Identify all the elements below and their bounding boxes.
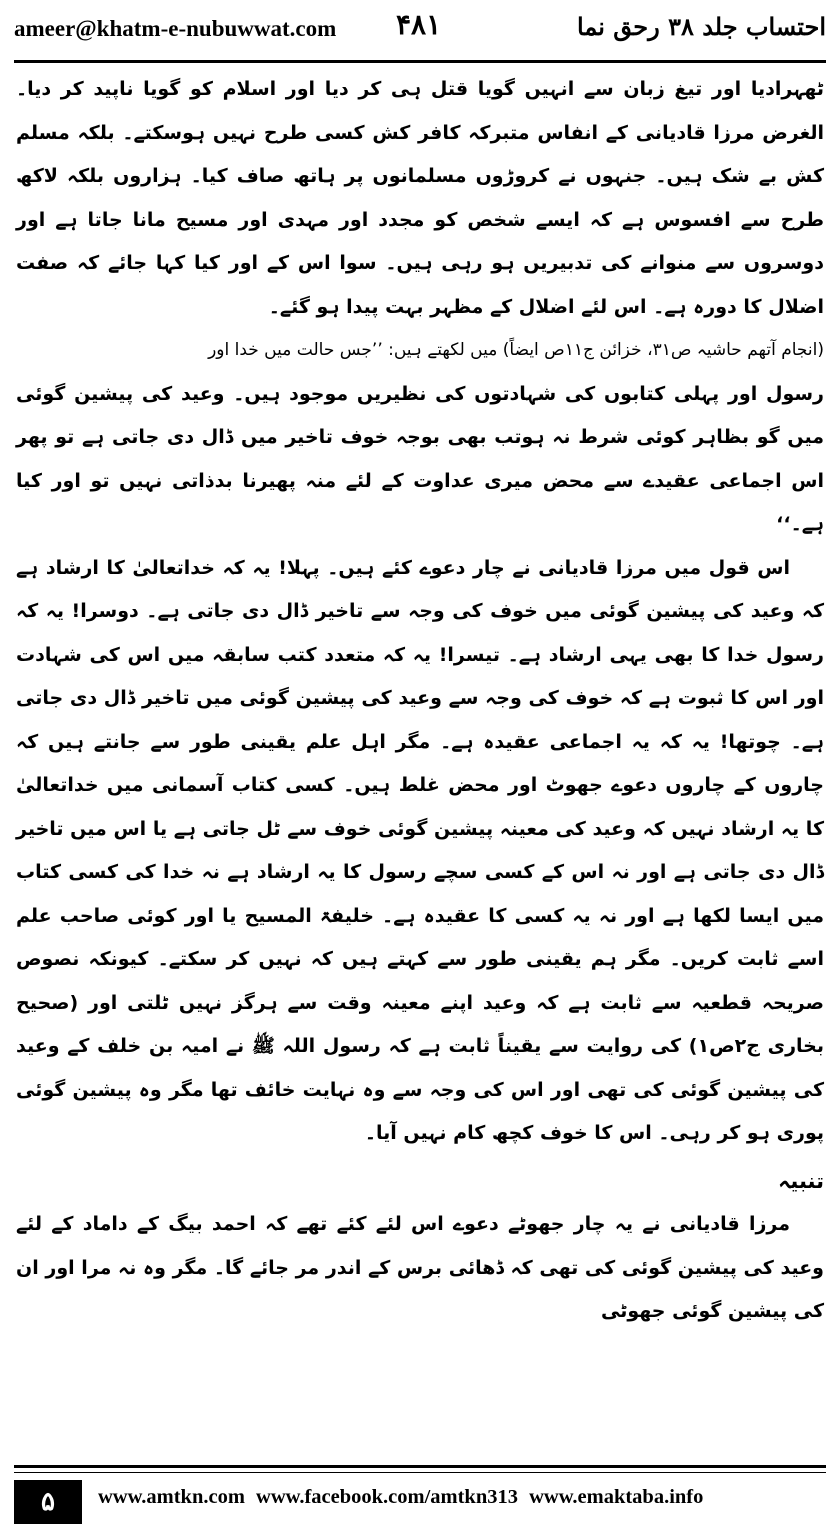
page-body <box>16 68 824 1334</box>
paragraph-1: ٹھہرادیا اور تیغ زبان سے انہیں گویا قتل ہی کر دیا اور اسلام کو گویا ناپید کر دیا۔ الغرض مرزا قادیانی کے انفاس متبرکہ کافر کش کسی طرح نہیں ہوسکتے۔ بلکہ مسلم کش بے شک ہیں۔ جنہوں نے کروڑوں مسلمانوں پر ہاتھ صاف کیا۔ ہزاروں بلکہ لاکھ طرح سے افسوس ہے کہ ایسے شخص کو مجدد اور مہدی اور مسیح مانا جاتا ہے اور دوسروں سے منوانے کی تدبیریں ہو رہی ہیں۔ سوا اس کے اور کیا کہا جائے کہ صفت اضلال کا دورہ ہے۔ اس لئے اضلال کے مظہر بہت پیدا ہو گئے۔ <box>16 78 824 318</box>
quote-text: رسول اور پہلی کتابوں کی شہادتوں کی نظیریں موجود ہیں۔ وعید کی پیشین گوئی میں گو بظاہر کوئی شرط نہ ہوتب بھی بوجہ خوف تاخیر میں ڈال دی جاتی ہے تو پھر اس اجماعی عقیدے سے محض میری عداوت کے لئے منہ پھیرنا بدذاتی نہیں تو اور کیا ہے۔‘‘ <box>16 382 824 535</box>
footer-link-emaktaba[interactable]: www.emaktaba.info <box>529 1486 704 1508</box>
header-email[interactable]: ameer@khatm-e-nubuwwat.com <box>14 16 337 41</box>
paragraph-claims: اس قول میں مرزا قادیانی نے چار دعوے کئے ہیں۔ پہلا! یہ کہ خداتعالیٰ کا ارشاد ہے کہ وعید کی پیشین گوئی میں خوف کی وجہ سے تاخیر ڈال دی جاتی ہے۔ دوسرا! یہ کہ رسول خدا کا بھی یہی ارشاد ہے۔ تیسرا! یہ کہ متعدد کتب سابقہ میں اس کی شہادت اور اس کا ثبوت ہے کہ خوف کی وجہ سے وعید کی پیشین گوئی میں تاخیر ڈال دی جاتی ہے۔ چوتھا! یہ کہ یہ اجماعی عقیدہ ہے۔ مگر اہل علم یقینی طور سے جانتے ہیں کہ چاروں کے چاروں دعوے جھوٹ اور محض غلط ہیں۔ کسی کتاب آسمانی میں خداتعالیٰ کا یہ ارشاد نہیں کہ وعید کی معینہ پیشین گوئی خوف سے ٹل جاتی ہے یا اس میں تاخیر ڈال دی جاتی ہے اور نہ اس کے کسی سچے رسول کا یہ ارشاد ہے نہ خدا کی کسی کتاب میں ایسا لکھا ہے اور نہ یہ کسی کا عقیدہ ہے۔ خلیفۃ المسیح یا اور کوئی صاحب علم اسے ثابت کریں۔ مگر ہم یقینی طور سے کہتے ہیں کہ نہیں کر سکتے۔ کیونکہ نصوص صریحہ قطعیہ سے ثابت ہے کہ وعید اپنے معینہ وقت سے ہرگز نہیں ٹلتی اور (صحیح بخاری ج۲ص۱) کی روایت سے یقیناً ثابت ہے کہ رسول اللہ ﷺ نے امیہ بن خلف کے وعید کی پیشین گوئی کی تھی اور اس کی وجہ سے وہ نہایت خائف تھا مگر وہ پیشین گوئی پوری ہو کر رہی۔ اس کا خوف کچھ کام نہیں آیا۔ <box>16 556 824 1144</box>
section-heading: تنبیہ <box>778 1168 824 1193</box>
footer-link-facebook[interactable]: www.facebook.com/amtkn313 <box>256 1486 518 1508</box>
book-title: احتساب جلد ۳۸ رحق نما <box>577 12 826 41</box>
paragraph-closing: مرزا قادیانی نے یہ چار جھوٹے دعوے اس لئے کئے تھے کہ احمد بیگ کے داماد کے لئے وعید کی پیشین گوئی کی تھی کہ ڈھائی برس کے اندر مر جائے گا۔ مگر وہ نہ مرا اور ان کی پیشین گوئی جھوٹی <box>16 1213 824 1322</box>
page-number: ۴۸۱ <box>396 8 442 41</box>
footer-link-amtkn[interactable]: www.amtkn.com <box>98 1486 245 1508</box>
footer-divider <box>14 1472 826 1473</box>
quote-citation: (انجام آتھم حاشیہ ص۳۱، خزائن ج۱۱ص ایضاً) میں لکھتے ہیں: ’’جس حالت میں خدا اور <box>208 340 824 360</box>
footer-page-badge: ۵ <box>14 1480 82 1524</box>
page-header <box>14 4 826 63</box>
page-footer <box>14 1465 826 1532</box>
footer-links <box>98 1486 826 1509</box>
